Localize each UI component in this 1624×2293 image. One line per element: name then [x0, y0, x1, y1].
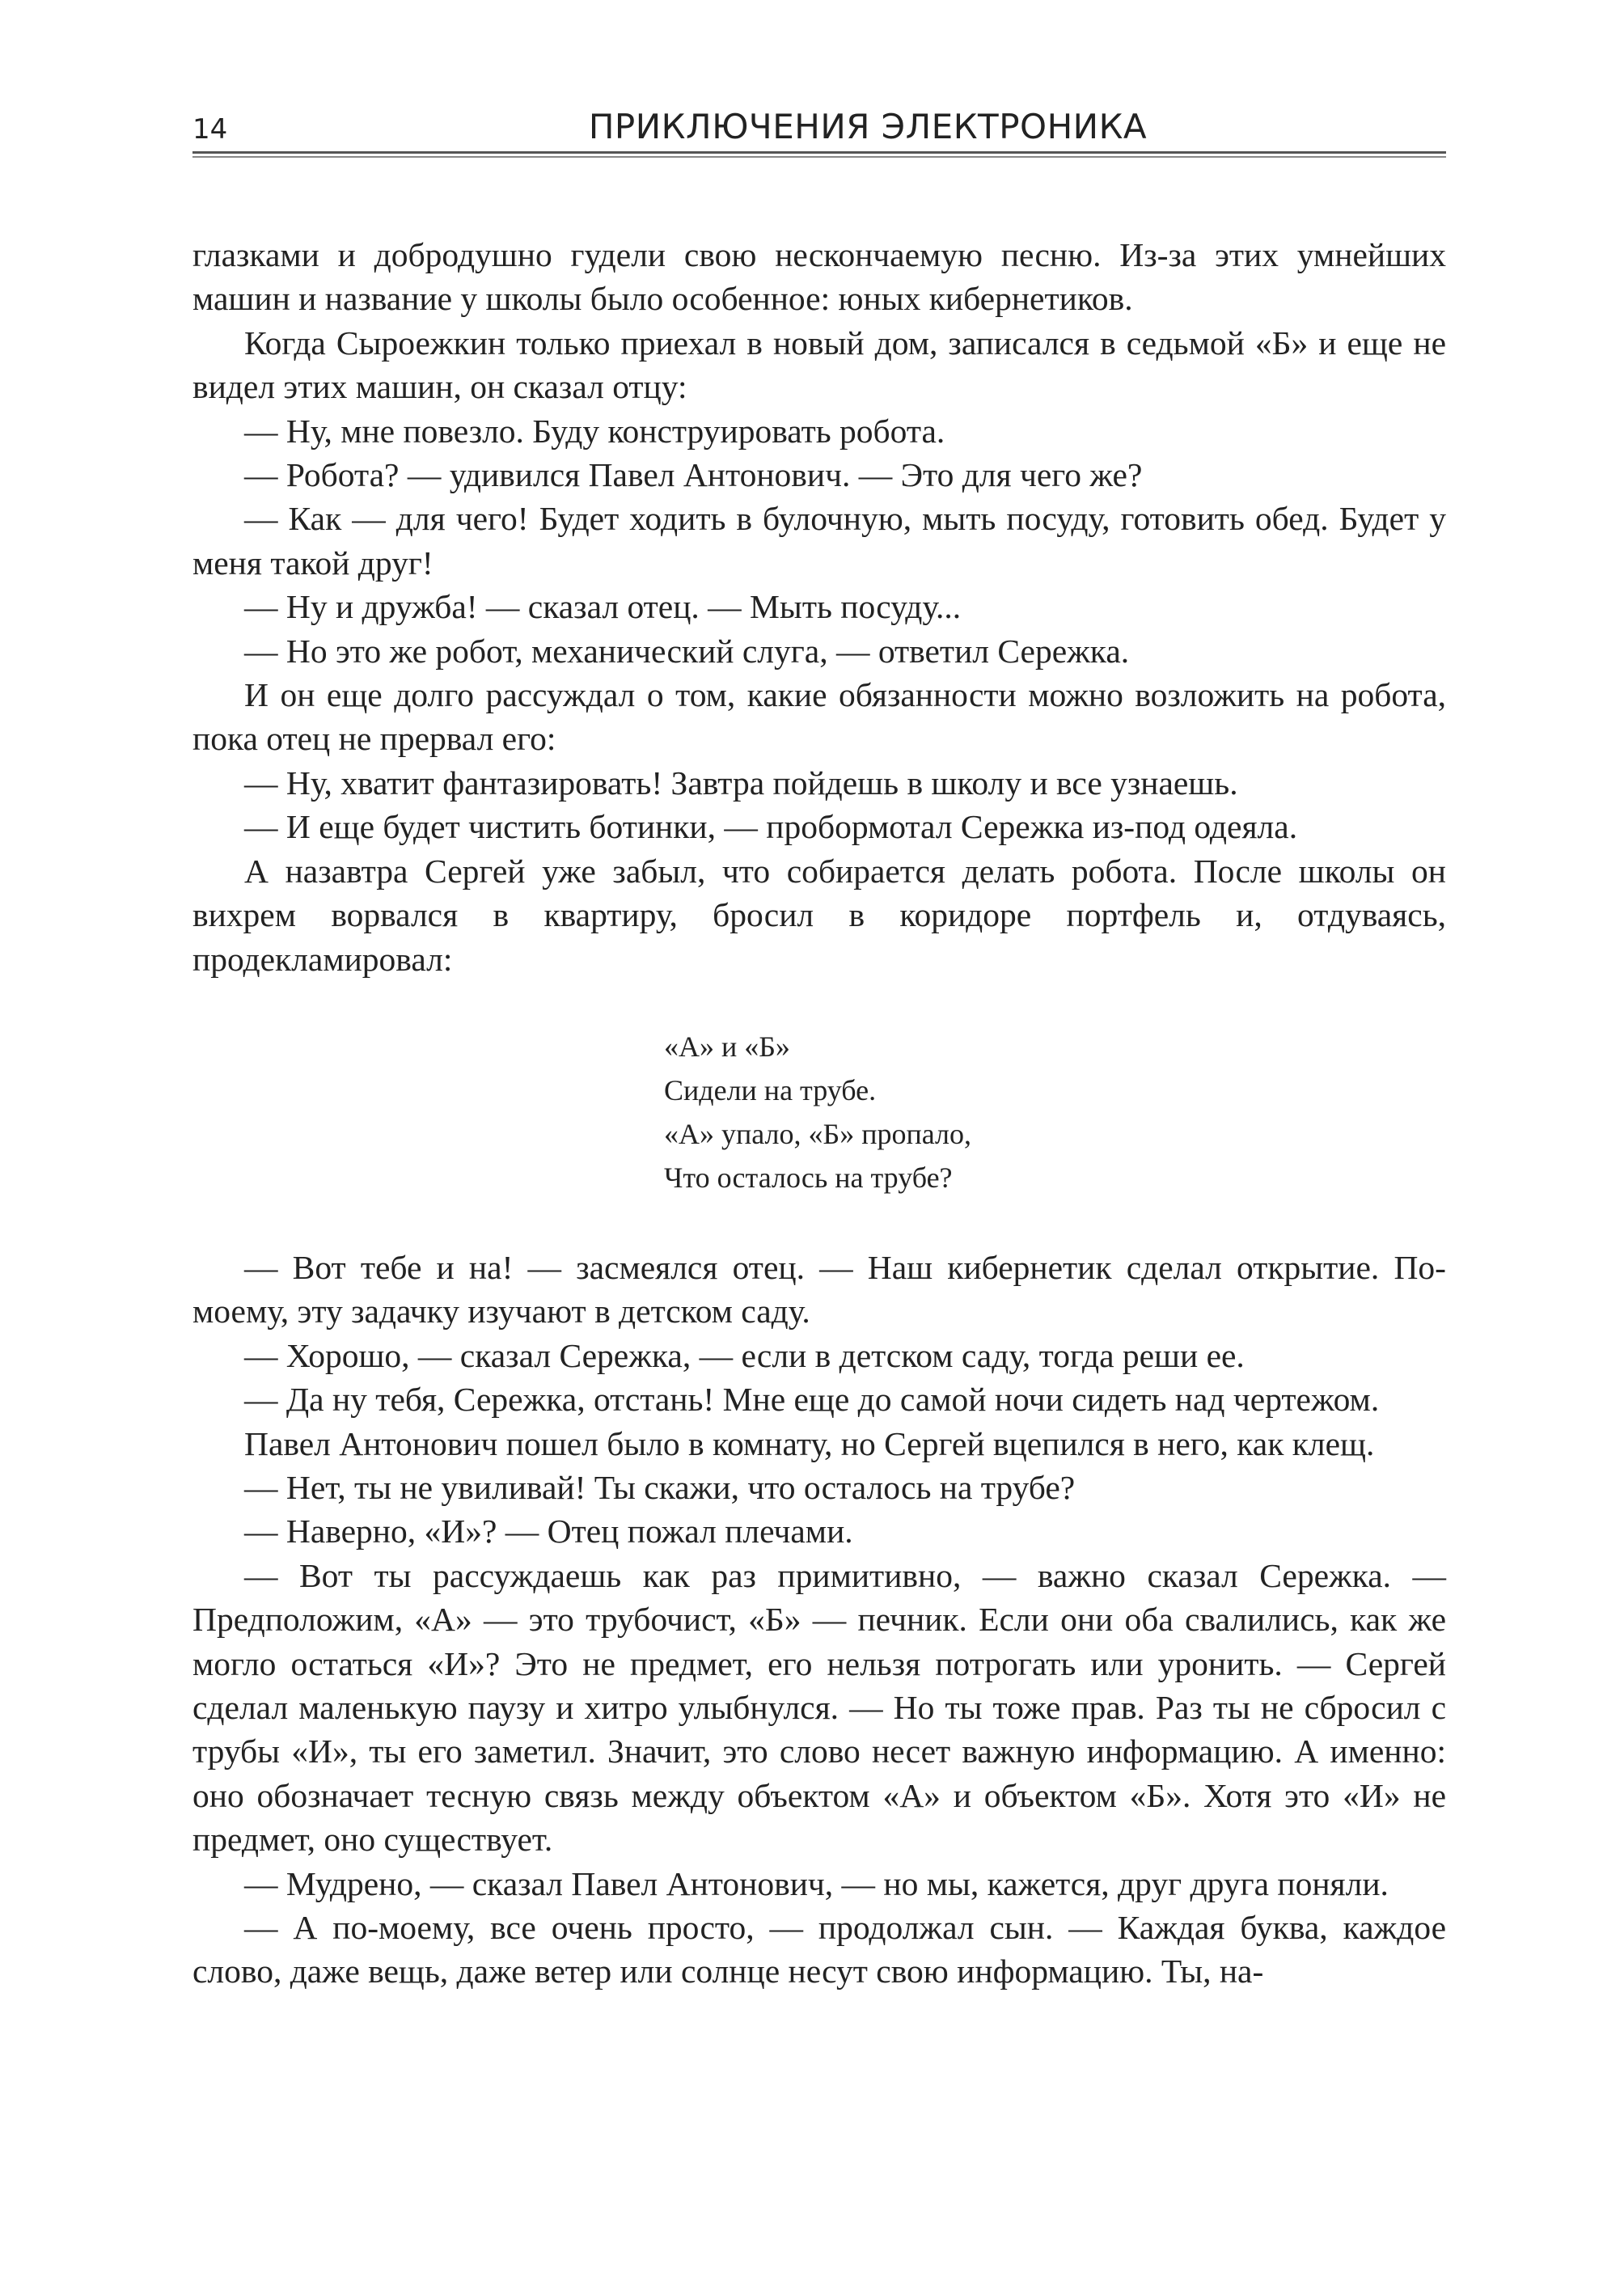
page-header: [192, 102, 1446, 150]
header-rule: [192, 151, 1446, 154]
paragraph: — А по-моему, все очень просто, — продолжал сын. — Каждая буква, каждое слово, даже вещь, даже ветер или солнце несут свою информацию. Ты, на-: [192, 1909, 1446, 1991]
poem-line: «А» и «Б»: [664, 1030, 790, 1063]
paragraph: — Ну, мне повезло. Буду конструировать робота.: [244, 412, 945, 450]
page-number: 14: [192, 113, 228, 146]
poem-line: Сидели на трубе.: [664, 1073, 877, 1106]
paragraph: — Мудрено, — сказал Павел Антонович, — но мы, кажется, друг друга поняли.: [244, 1864, 1389, 1902]
paragraph: — Наверно, «И»? — Отец пожал плечами.: [244, 1512, 853, 1551]
main-text: [192, 233, 1446, 1994]
paragraph: — Как — для чего! Будет ходить в булочную, мыть посуду, готовить обед. Будет у меня такой друг!: [192, 500, 1446, 582]
paragraph: — Но это же робот, механический слуга, — ответил Сережка.: [244, 632, 1130, 670]
paragraph: Павел Антонович пошел было в комнату, но Сергей вцепился в него, как клещ.: [244, 1424, 1375, 1462]
paragraph: И он еще долго рассуждал о том, какие обязанности можно возложить на робота, пока отец не прервал его:: [192, 676, 1446, 758]
paragraph: — Ну и дружба! — сказал отец. — Мыть посуду...: [244, 588, 962, 626]
paragraph: — Ну, хватит фантазировать! Завтра пойдешь в школу и все узнаешь.: [244, 764, 1238, 802]
paragraph: Когда Сыроежкин только приехал в новый дом, записался в седьмой «Б» и еще не видел этих машин, он сказал отцу:: [192, 324, 1446, 406]
paragraph: — И еще будет чистить ботинки, — пробормотал Сережка из-под одеяла.: [244, 808, 1298, 846]
paragraph: — Вот тебе и на! — засмеялся отец. — Наш кибернетик сделал открытие. По-моему, эту задачку изучают в детском саду.: [192, 1248, 1446, 1331]
paragraph: — Да ну тебя, Сережка, отстань! Мне еще до самой ночи сидеть над чертежом.: [244, 1381, 1380, 1419]
poem-line: «А» упало, «Б» пропало,: [664, 1117, 971, 1150]
paragraph: — Хорошо, — сказал Сережка, — если в детском саду, тогда реши ее.: [244, 1336, 1245, 1374]
paragraph: — Вот ты рассуждаешь как раз примитивно, — важно сказал Сережка. — Предположим, «А» — это трубочист, «Б» — печник. Если они оба свалились, как же могло остаться «И»? Это не предмет, его нельзя потрогать или уронить. — Сергей сделал маленькую паузу и хитро улыбнулся. — Но ты тоже прав. Раз ты не сбросил с трубы «И», ты его заметил. Значит, это слово несет важную информацию. А именно: оно обозначает тесную связь между объектом «А» и объектом «Б». Хотя это «И» не предмет, оно существует.: [192, 1556, 1446, 1859]
poem-line: Что осталось на трубе?: [664, 1161, 953, 1194]
header-rule-thin: [192, 156, 1446, 158]
paragraph: — Нет, ты не увиливай! Ты скажи, что осталось на трубе?: [244, 1468, 1076, 1506]
poem: [192, 1025, 1446, 1199]
running-title: ПРИКЛЮЧЕНИЯ ЭЛЕКТРОНИКА: [588, 107, 1148, 146]
paragraph: — Робота? — удивился Павел Антонович. — Это для чего же?: [244, 456, 1143, 494]
paragraph: глазками и добродушно гудели свою нескончаемую песню. Из-за этих умнейших машин и название у школы было особенное: юных кибернетиков.: [192, 236, 1446, 318]
paragraph: А назавтра Сергей уже забыл, что собирается делать робота. После школы он вихрем ворвался в квартиру, бросил в коридоре портфель и, отдуваясь, продекламировал:: [192, 852, 1446, 978]
